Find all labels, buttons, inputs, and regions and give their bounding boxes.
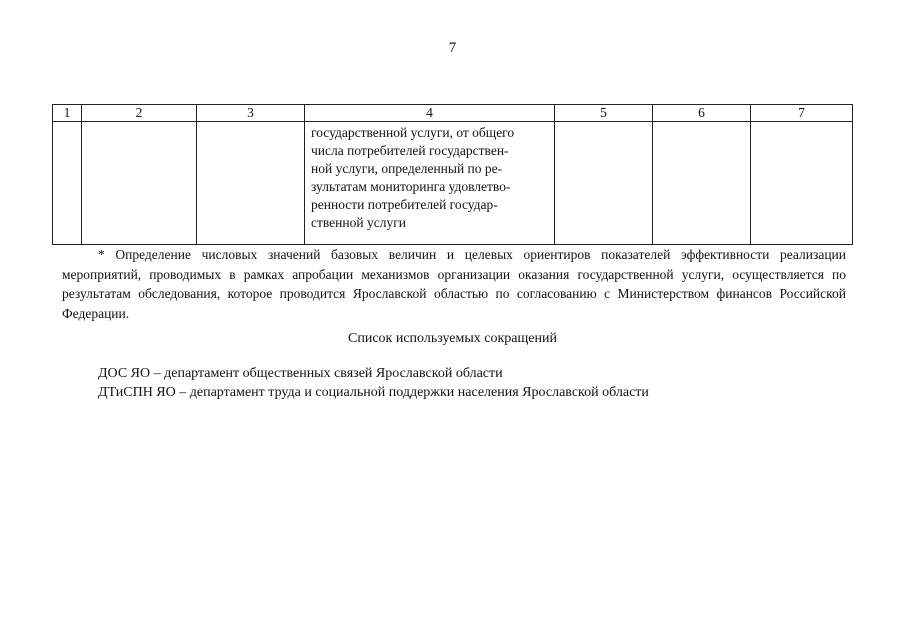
table-header-row [53, 105, 853, 122]
abbreviations-list [98, 364, 649, 402]
table-cell-col4 [305, 122, 555, 245]
page-number: 7 [448, 40, 457, 56]
cell-text-line: зультатам мониторинга удовлетво- [311, 179, 511, 194]
table-cell-col5 [555, 122, 653, 245]
abbreviation-item: ДОС ЯО – департамент общественных связей Ярославской области [98, 366, 503, 381]
column-header-6: 6 [653, 105, 751, 122]
table-row [53, 122, 853, 245]
table-cell-col1 [53, 122, 82, 245]
cell-text-line: ственной услуги [311, 215, 406, 230]
column-header-7: 7 [751, 105, 853, 122]
column-header-1: 1 [53, 105, 82, 122]
column-header-3: 3 [197, 105, 305, 122]
column-header-4: 4 [305, 105, 555, 122]
table-cell-col2 [82, 122, 197, 245]
abbreviations-title: Список используемых сокращений [348, 331, 557, 346]
indicators-table [52, 104, 853, 245]
footnote-text: * Определение числовых значений базовых величин и целевых ориентиров показателей эффективности реализации мероприятий, проводимых в рамках апробации механизмов организации оказания государственной услуги, осуществляется по результатам обследования, которое проводится Ярославской областью по согласованию с Министерством финансов Российской Федерации. [62, 247, 846, 321]
column-header-5: 5 [555, 105, 653, 122]
cell-text-line: ной услуги, определенный по ре- [311, 161, 503, 176]
cell-text-line: ренности потребителей государ- [311, 197, 498, 212]
footnote [62, 245, 846, 323]
abbreviation-item: ДТиСПН ЯО – департамент труда и социальной поддержки населения Ярославской области [98, 385, 649, 400]
table-cell-col3 [197, 122, 305, 245]
column-header-2: 2 [82, 105, 197, 122]
table-cell-col6 [653, 122, 751, 245]
table-cell-col7 [751, 122, 853, 245]
cell-text-line: числа потребителей государствен- [311, 143, 509, 158]
cell-text-line: государственной услуги, от общего [311, 125, 515, 140]
